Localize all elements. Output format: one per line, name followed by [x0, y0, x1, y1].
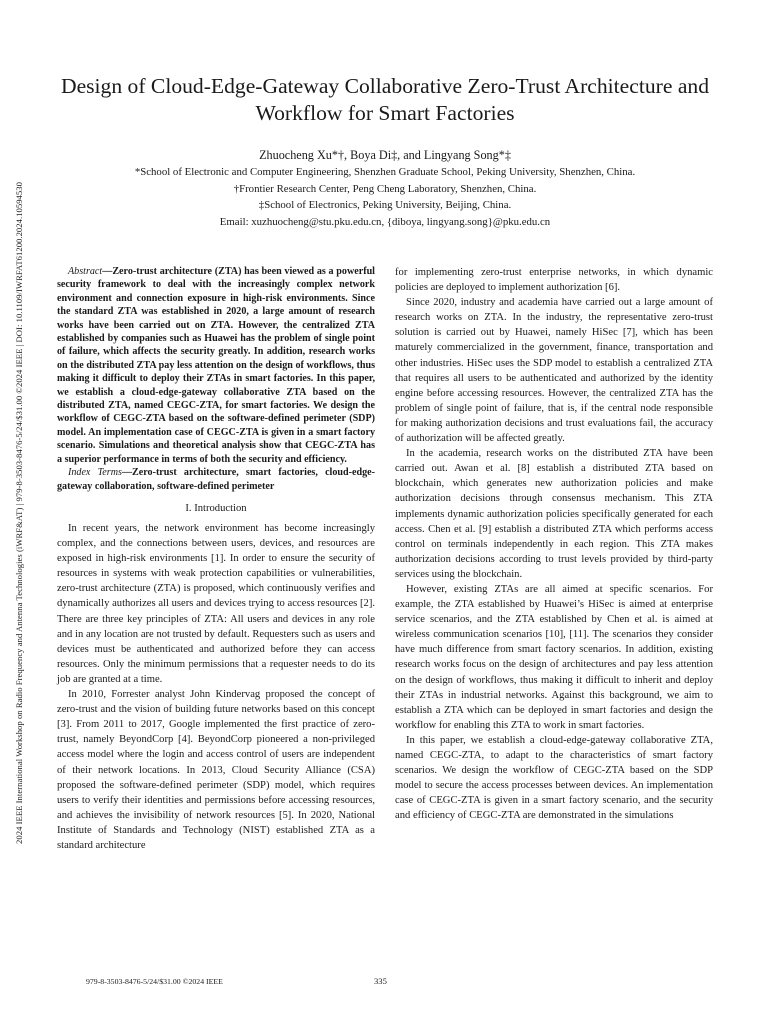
doi-sidebar — [4, 118, 34, 908]
author-list: Zhuocheng Xu*†, Boya Di‡, and Lingyang Song*‡ — [259, 148, 511, 162]
paper-title: Design of Cloud-Edge-Gateway Collaborative Zero-Trust Architecture and Workflow for Smart Factories — [60, 74, 710, 125]
author-email: Email: xuzhuocheng@stu.pku.edu.cn, {diboya, lingyang.song}@pku.edu.cn — [219, 215, 551, 228]
intro-paragraph-5: However, existing ZTAs are all aimed at specific scenarios. For example, the ZTA established by Huawei’s HiSec is aimed at enterprise service scenarios, and the ZTA established by Chen et al. is aimed at wireless communication scenarios [10], [11]. The scenarios they consider have much difference from smart factory scenarios. In addition, existing research works focus on the design of architectures and pay less attention on the design of workflows, thus making it difficult to inherit and deploy their ZTAs in industrial networks. Against this background, we aim to establish a ZTA which can be deployed in smart factories and design the workflow for enabling this ZTA to work in smart factories. — [395, 583, 713, 731]
sidebar-citation-text: 2024 IEEE International Workshop on Radio Frequency and Antenna Technologies (iWRF&AT) | 979-8-3503-8476-5/24/$31.00 ©2024 IEEE | DOI: 10.1109/IWRFAT61200.2024.10594530 — [14, 182, 25, 844]
affiliation-1: *School of Electronic and Computer Engineering, Shenzhen Graduate School, Peking University, Shenzhen, China. — [134, 166, 636, 178]
affiliations — [40, 164, 730, 230]
intro-paragraph-continued: for implementing zero-trust enterprise networks, in which dynamic policies are deployed to implement authorization [6]. — [395, 267, 713, 294]
left-column — [57, 265, 375, 853]
footer-isbn: 979-8-3503-8476-5/24/$31.00 ©2024 IEEE — [86, 977, 223, 986]
intro-paragraph-4: In the academia, research works on the distributed ZTA have been carried out. Awan et al. [8] establish a distributed ZTA based on blockchain, which generates new authorization policies and make authorization decisions through consensus mechanism. This ZTA implements dynamic authorization policies specifically generated for each access. Chen et al. [9] establish a distributed ZTA which performs access control on terminals independently in each region. This ZTA makes authorization decisions according to trust levels provided by third-party services using the blockchain. — [395, 448, 713, 580]
page-number: 335 — [374, 976, 387, 986]
index-terms — [57, 466, 375, 493]
abstract-label: Abstract — [68, 266, 103, 277]
intro-paragraph-3: Since 2020, industry and academia have carried out a large amount of research works on ZTA. In the industry, the representative zero-trust solution is carried out by Huawei, namely HiSec [7], which has been maturely commercialized in the government, finance, transportation and other industries. HiSec uses the SDP model to establish a centralized ZTA that requires all users to be authenticated and authorized by the identity engine before accessing resources. However, the centralized ZTA has the problem of single point of failure, that is, if the central node responsible for making authorization decisions and trust evaluations fail, the accuracy of authorization will be affected greatly. — [395, 297, 713, 445]
right-column — [395, 265, 713, 823]
intro-paragraph-1: In recent years, the network environment has become increasingly complex, and the connections between users, devices, and resources are exposed in high-risk environments [1]. In order to ensure the security of resources in systems with weak protection capabilities or vulnerabilities, zero-trust architecture (ZTA) is proposed, which continuously verifies and dynamically authorizes all users and devices trying to access resources [2]. There are three key principles of ZTA: All users and devices in any role and in any location are not trusted by default. Requesters such as users and devices must be authenticated and authorized before they can access resources. Only the minimum permissions that a requester needs to do its job are granted at a time. — [57, 523, 375, 685]
index-terms-label: Index Terms — [68, 467, 122, 479]
intro-paragraph-6: In this paper, we establish a cloud-edge-gateway collaborative ZTA, named CEGC-ZTA, to adapt to the characteristics of smart factory scenarios. We design the workflow of CEGC-ZTA based on the SDP model to secure the access processes between devices. An implementation case of CEGC-ZTA is given in a smart factory scenario, and the security and efficiency of CEGC-ZTA are demonstrated in the simulations — [395, 734, 713, 822]
index-terms-text: —Zero-trust architecture, smart factories, cloud-edge-gateway collaboration, software-defined perimeter — [57, 467, 375, 492]
abstract — [57, 265, 375, 466]
abstract-text: —Zero-trust architecture (ZTA) has been viewed as a powerful security framework to deal with the increasingly complex network environment and connection exposure in high-risk environments. Since the standard ZTA was established in 2020, a large amount of research works have been carried out on ZTA. However, the centralized ZTA established by companies such as Huawei has the problem of single point of failure, which affects the security greatly. In addition, research works on the distributed ZTA pay less attention on the design of workflows, thus making it difficult to deploy their ZTAs in smart factories. In this paper, we establish a cloud-edge-gateway collaborative ZTA based on the distributed ZTA, named CEGC-ZTA, for smart factories. We design the workflow of CEGC-ZTA based on the software-defined perimeter (SDP) model. An implementation case of CEGC-ZTA is given in a smart factory scenario. Simulations and theoretical analysis show that CEGC-ZTA has a superior performance in terms of both the security and efficiency. — [57, 266, 375, 465]
section-heading-introduction: I. Introduction — [185, 502, 247, 514]
intro-paragraph-2: In 2010, Forrester analyst John Kindervag proposed the concept of zero-trust and the vision of building future networks based on this concept [3]. From 2011 to 2017, Google implemented the first practice of zero-trust, namely BeyondCorp [4]. BeyondCorp pioneered a non-privileged access model where the login and access control of users are independent of their network locations. In 2013, Cloud Security Alliance (CSA) proposed the software-defined perimeter (SDP) model, which requires users to verify their identities and permissions before accessing resources, and achieves the invisibility of network resources [5]. In 2020, National Institute of Standards and Technology (NIST) established ZTA as a standard architecture — [57, 689, 375, 851]
affiliation-2: †Frontier Research Center, Peng Cheng Laboratory, Shenzhen, China. — [233, 182, 537, 195]
affiliation-3: ‡School of Electronics, Peking University, Beijing, China. — [258, 199, 512, 212]
